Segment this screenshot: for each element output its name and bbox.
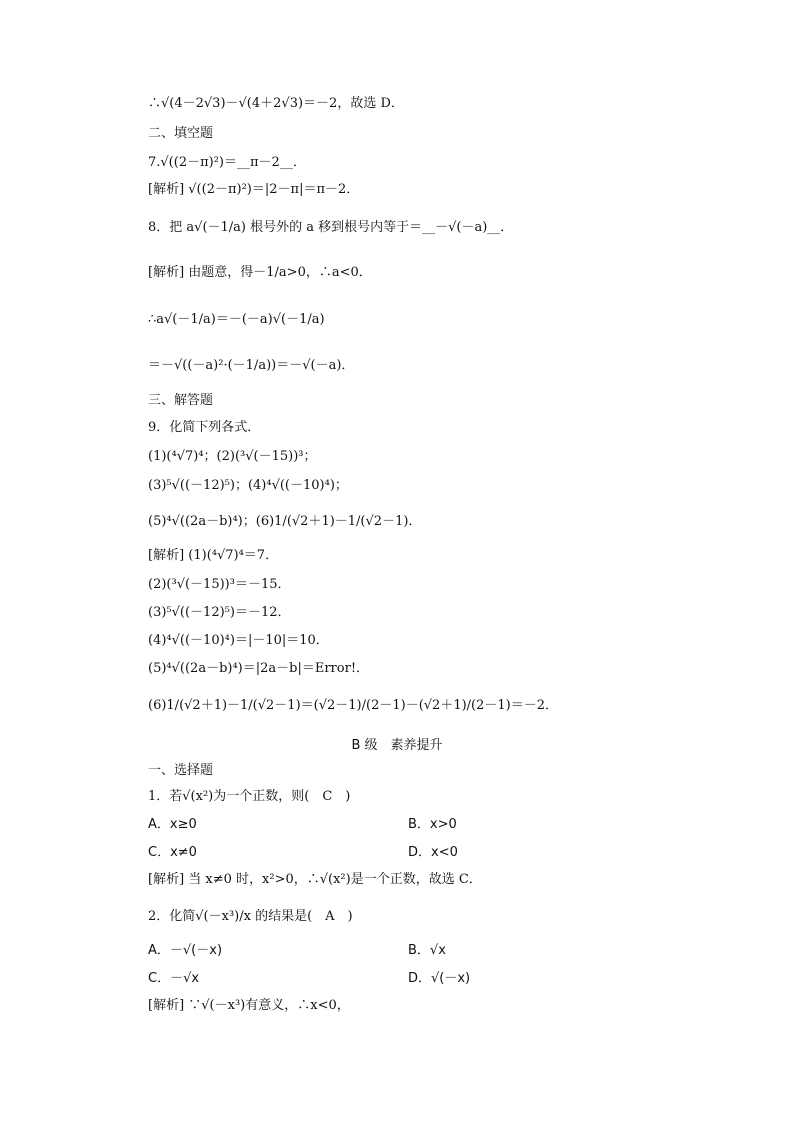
solution-9-part-1: [解析] (1)(⁴√7)⁴＝7． [148,548,279,563]
section-heading-solve: 三、解答题 [148,393,214,408]
solution-9-part-4: (4)⁴√((－10)⁴)＝|－10|＝10． [148,633,329,648]
q2-option-d: D．√(－x) [408,971,471,986]
solution-choice-2: [解析] ∵√(－x³)有意义，∴x<0， [148,998,350,1013]
question-9-parts-5-6: (5)⁴√((2a－b)⁴)；(6)1/(√2＋1)－1/(√2－1)． [148,514,422,529]
question-7: 7.√((2－π)²)＝__π－2__． [148,155,306,170]
solution-8-line-2: ∴a√(－1/a)＝－(－a)√(－1/a) [148,312,325,327]
question-9-parts-3-4: (3)⁵√((－12)⁵)；(4)⁴√((－10)⁴)； [148,478,348,493]
solution-9-part-3: (3)⁵√((－12)⁵)＝－12． [148,605,291,620]
q1-option-a: A．x≥0 [148,817,197,832]
text-line-conclusion: ∴√(4－2√3)－√(4＋2√3)＝－2，故选 D． [148,96,404,111]
solution-9-part-5: (5)⁴√((2a－b)⁴)＝|2a－b|＝Error!． [148,661,370,676]
q2-option-b: B．√x [408,943,446,958]
q1-option-c: C．x≠0 [148,845,197,860]
question-8: 8．把 a√(－1/a) 根号外的 a 移到根号内等于＝__－√(－a)__． [148,220,514,235]
q2-option-c: C．－√x [148,971,200,986]
q1-option-b: B．x>0 [408,817,457,832]
solution-8-line-3: ＝－√((－a)²·(－1/a))＝－√(－a)． [148,358,355,373]
solution-9-part-6: (6)1/(√2＋1)－1/(√2－1)＝(√2－1)/(2－1)－(√2＋1)/(2－1)＝－2． [148,698,558,713]
level-b-heading: B 级 素养提升 [351,738,443,753]
choice-question-1: 1．若√(x²)为一个正数，则( C ) [148,789,351,804]
question-9: 9．化简下列各式． [148,420,261,435]
solution-8-line-1: [解析] 由题意，得－1/a>0，∴a<0． [148,265,372,280]
section-heading-choice: 一、选择题 [148,763,214,778]
solution-choice-1: [解析] 当 x≠0 时，x²>0，∴√(x²)是一个正数，故选 C． [148,872,482,887]
solution-7: [解析] √((2－π)²)＝|2－π|＝π－2． [148,182,360,197]
q2-option-a: A．－√(－x) [148,943,223,958]
section-heading-fill-in: 二、填空题 [148,126,214,141]
solution-9-part-2: (2)(³√(－15))³＝－15． [148,577,291,592]
q1-option-d: D．x<0 [408,845,458,860]
question-9-parts-1-2: (1)(⁴√7)⁴；(2)(³√(－15))³； [148,449,317,464]
choice-question-2: 2．化简√(－x³)/x 的结果是( A ) [148,909,353,924]
